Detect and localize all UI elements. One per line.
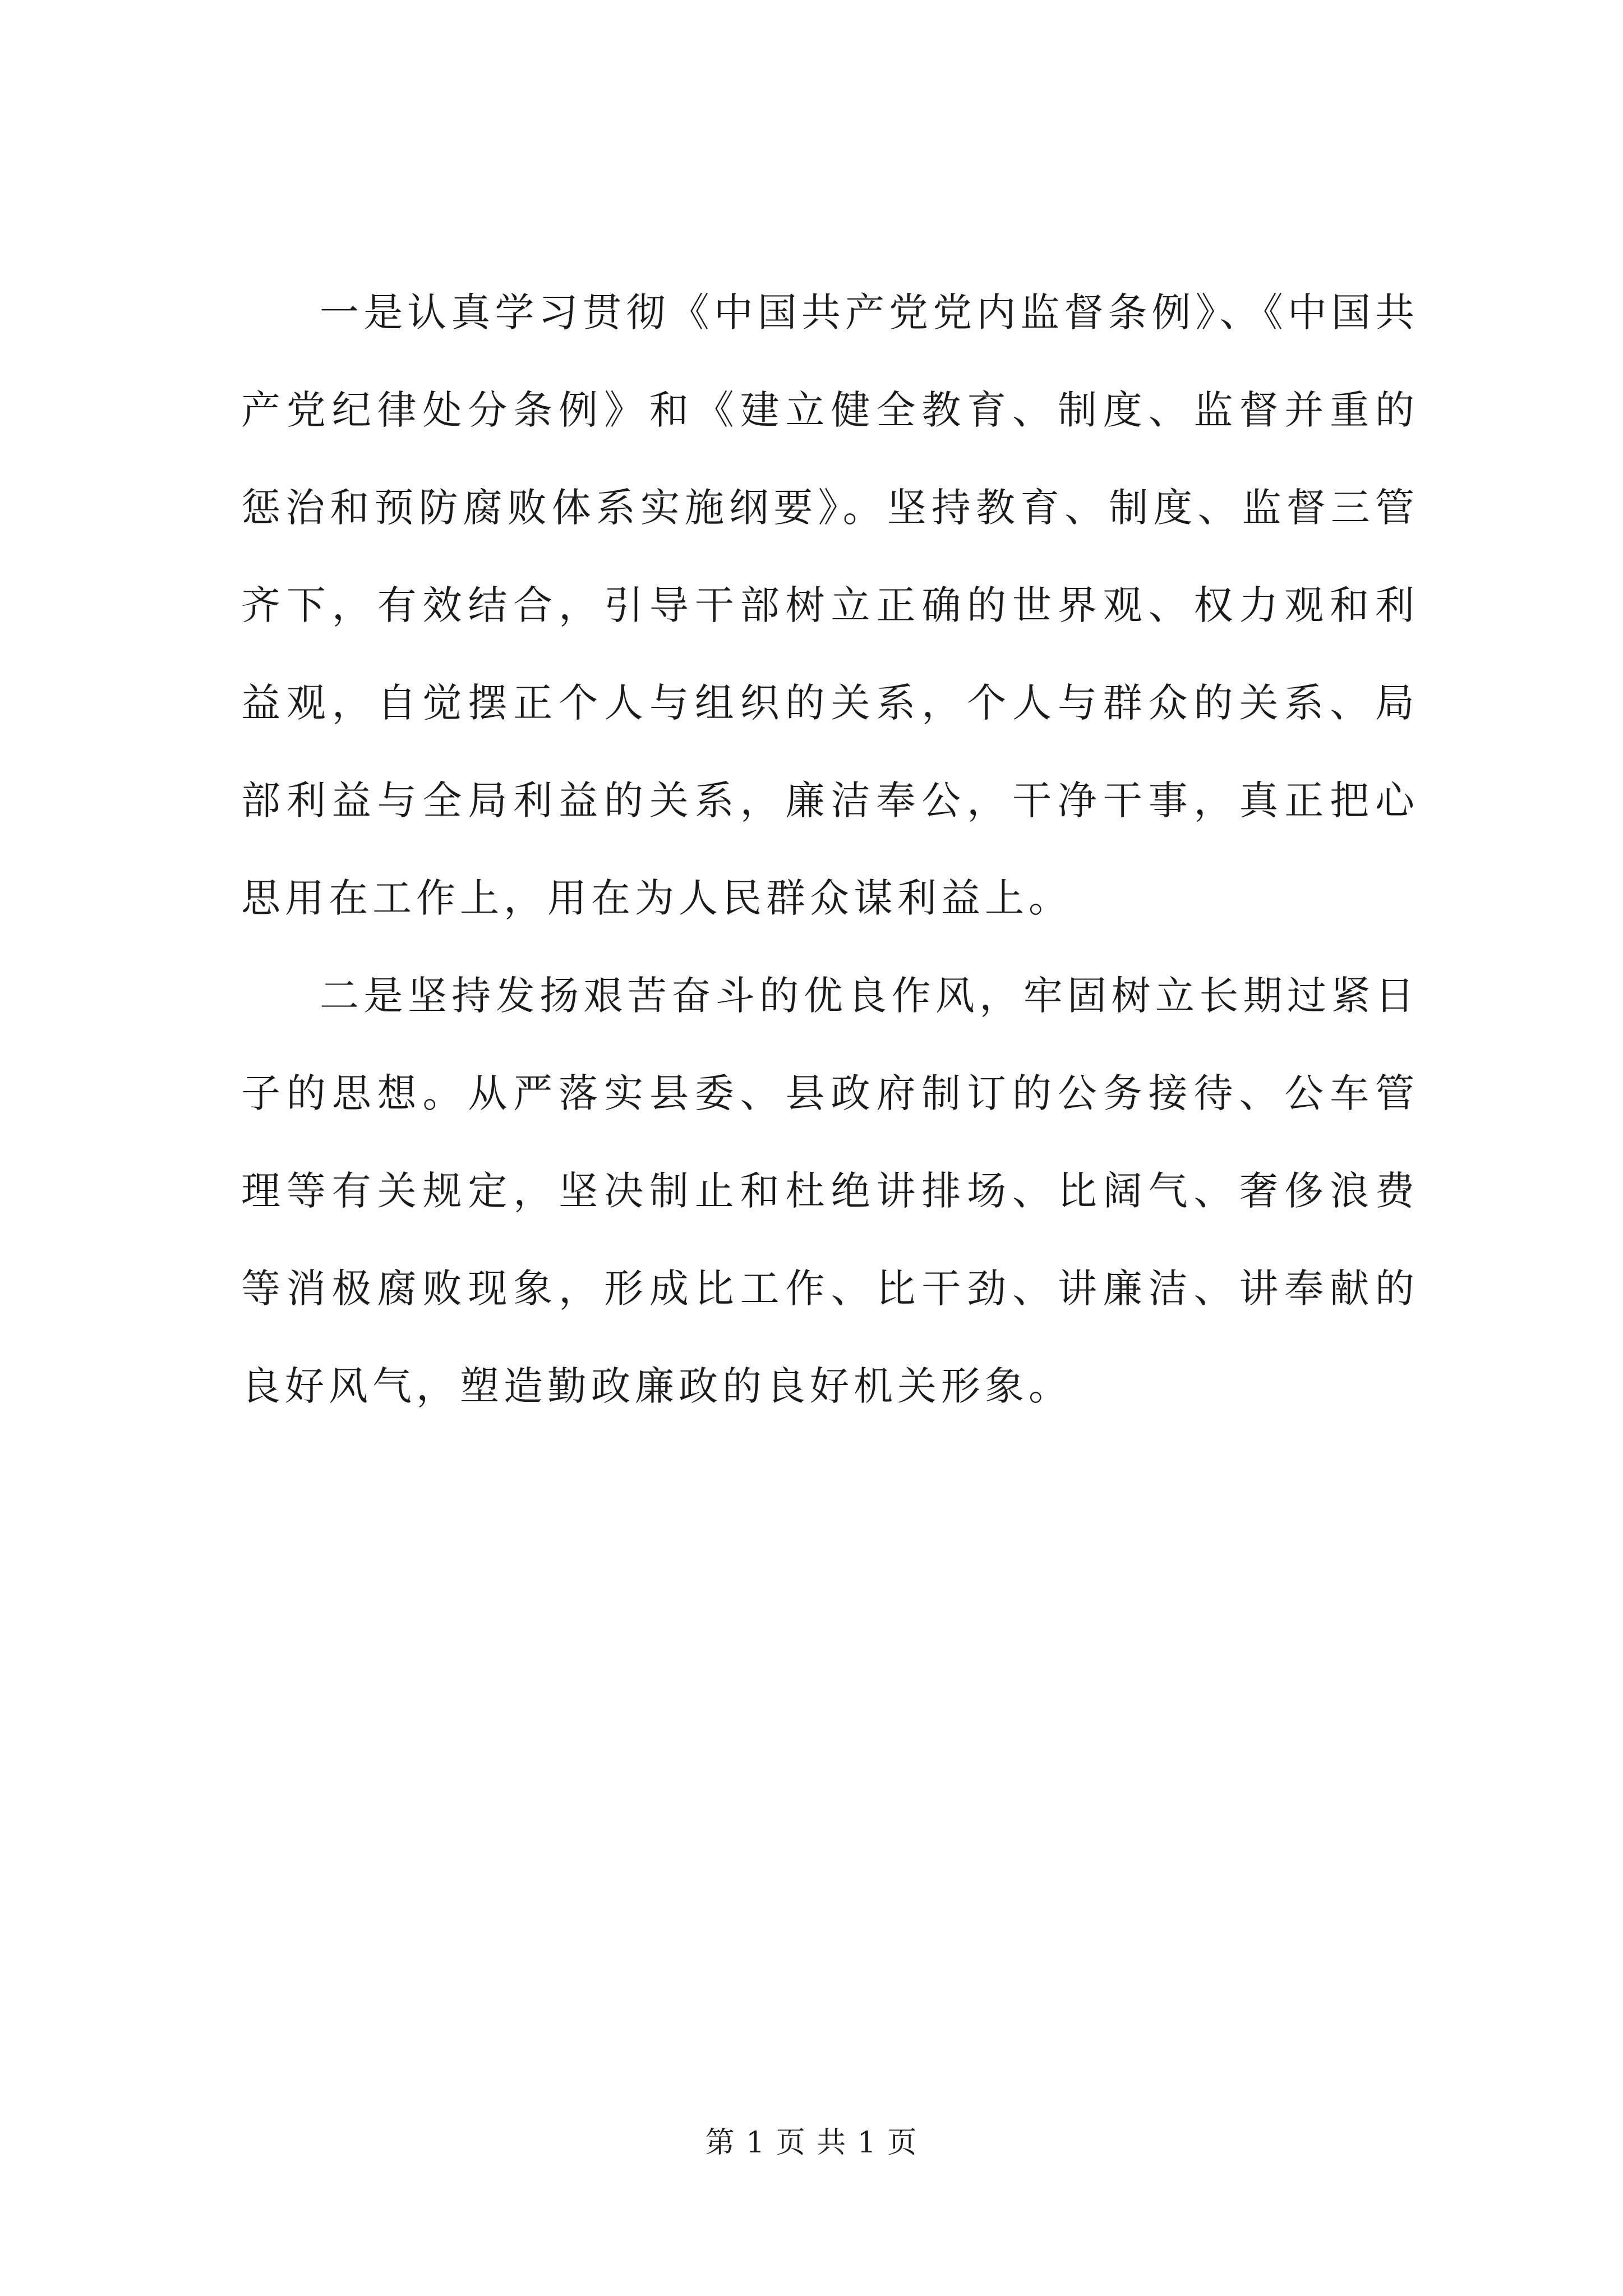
paragraph-2: 二是坚持发扬艰苦奋斗的优良作风，牢固树立长期过紧日子的思想。从严落实县委、县政府制订的公务接待、公车管理等有关规定，坚决制止和杜绝讲排场、比阔气、奢侈浪费等消极腐败现象，形成比工作、比干劲、讲廉洁、讲奉献的良好风气，塑造勤政廉政的良好机关形象。 [241,973,1419,1409]
paragraph-1: 一是认真学习贯彻《中国共产党党内监督条例》、《中国共产党纪律处分条例》和《建立健全教育、制度、监督并重的惩治和预防腐败体系实施纲要》。坚持教育、制度、监督三管齐下，有效结合，引导干部树立正确的世界观、权力观和利益观，自觉摆正个人与组织的关系，个人与群众的关系、局部利益与全局利益的关系，廉洁奉公，干净干事，真正把心思用在工作上，用在为人民群众谋利益上。 [241,289,1419,921]
page-footer: 第 1 页 共 1 页 [705,2126,918,2160]
document-body [241,264,1419,1435]
